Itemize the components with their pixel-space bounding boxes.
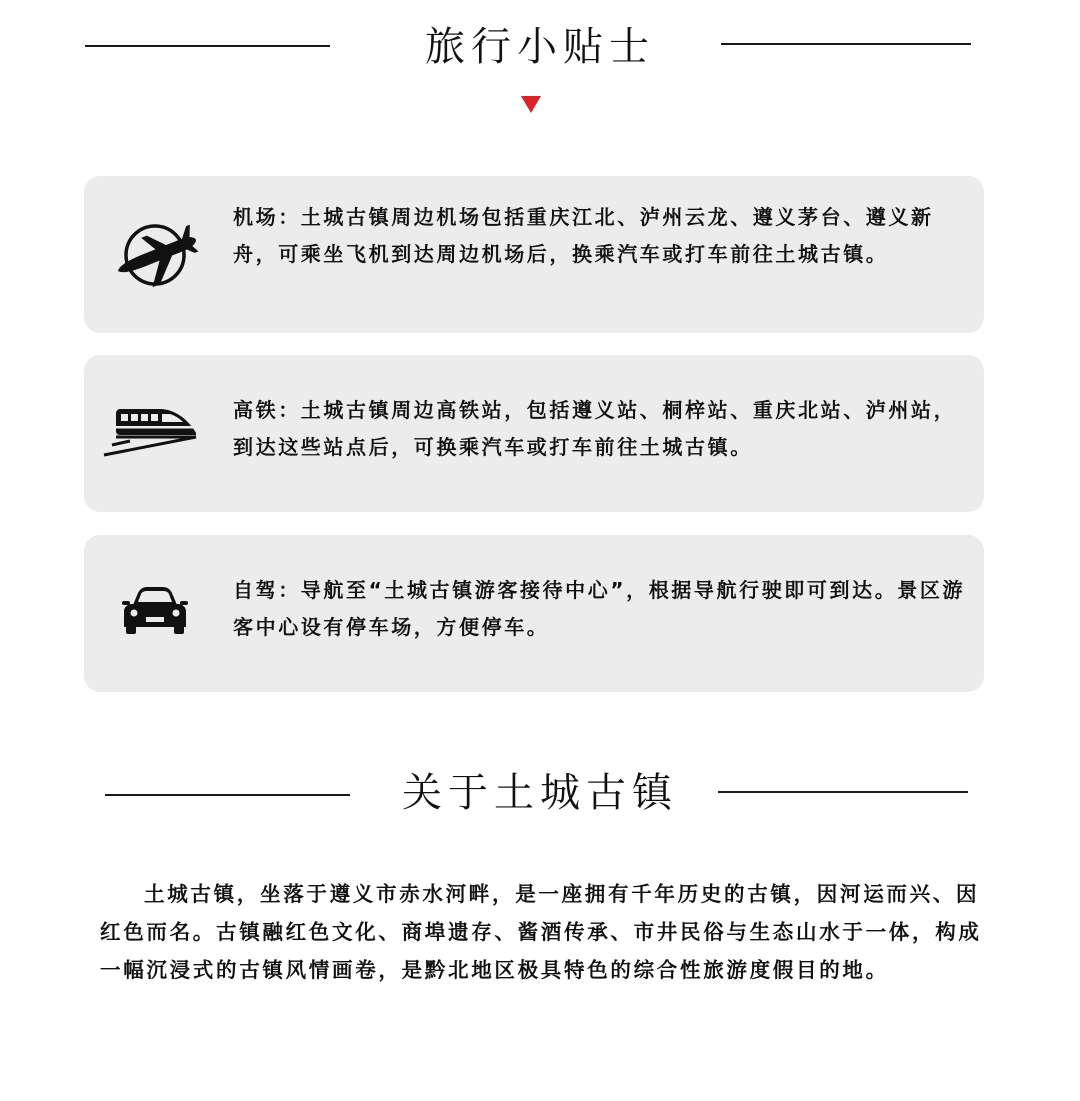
train-icon: [100, 389, 204, 479]
tip-text-train: 高铁：土城古镇周边高铁站，包括遵义站、桐梓站、重庆北站、泸州站，到达这些站点后，可换乘汽车或打车前往土城古镇。: [233, 398, 957, 459]
car-icon: [110, 569, 200, 659]
tip-card-train: [84, 355, 984, 512]
about-body-text: 土城古镇，坐落于遵义市赤水河畔，是一座拥有千年历史的古镇，因河运而兴、因红色而名。古镇融红色文化、商埠遗存、酱酒传承、市井民俗与生态山水于一体，构成一幅沉浸式的古镇风情画卷，是黔北地区极具特色的综合性旅游度假目的地。: [100, 882, 982, 982]
header-rule-right: [721, 43, 971, 45]
tip-text-car: 自驾：导航至“土城古镇游客接待中心”，根据导航行驶即可到达。景区游客中心设有停车场，方便停车。: [233, 578, 966, 639]
tip-card-car: [84, 535, 984, 692]
about-section-header: [0, 763, 1080, 823]
header-rule-right: [718, 791, 968, 793]
tip-text-airport: 机场：土城古镇周边机场包括重庆江北、泸州云龙、遵义茅台、遵义新舟，可乘坐飞机到达周边机场后，换乘汽车或打车前往土城古镇。: [233, 205, 934, 266]
tip-card-airport: [84, 176, 984, 333]
tips-section-header: [0, 17, 1080, 77]
down-triangle-icon: [521, 96, 541, 113]
tips-section-title: 旅行小贴士: [425, 24, 655, 70]
airplane-icon: [110, 210, 200, 300]
about-section-title: 关于土城古镇: [402, 770, 678, 816]
